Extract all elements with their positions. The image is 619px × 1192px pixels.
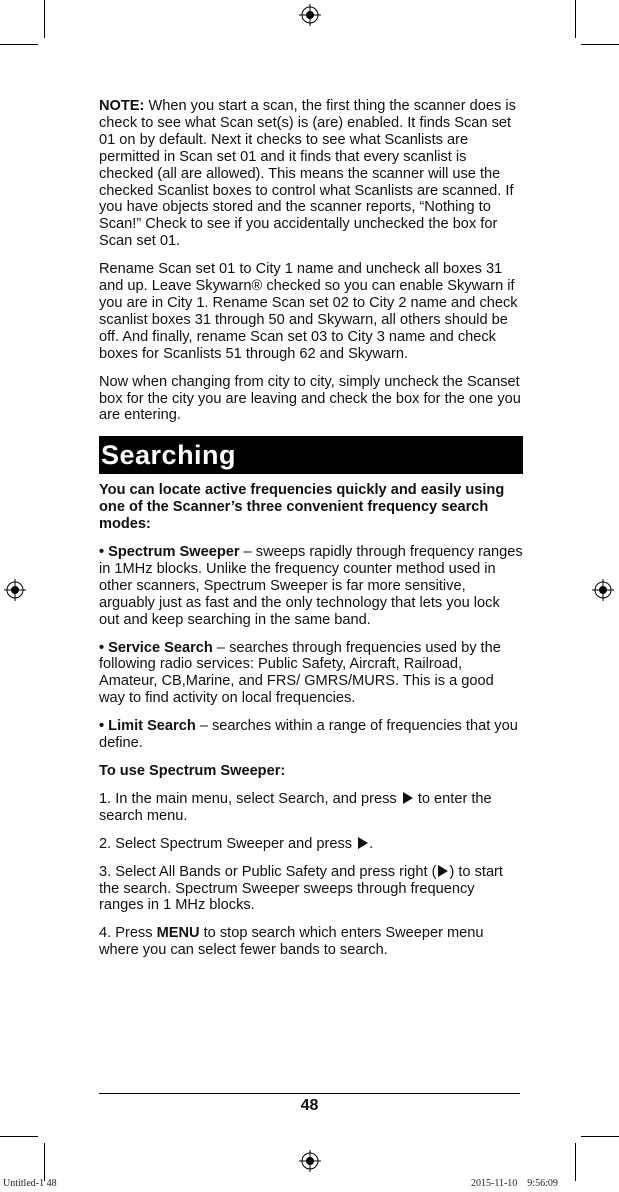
howto-heading: To use Spectrum Sweeper: — [99, 763, 286, 779]
crop-mark — [581, 1136, 619, 1137]
step-4 — [99, 925, 523, 959]
crop-mark — [44, 1143, 45, 1181]
step-text: 1. In the main menu, select Search, and press — [99, 790, 401, 807]
note-paragraph — [99, 98, 523, 250]
note-label: NOTE: — [99, 98, 145, 114]
mode-description: – sweeps rapidly through frequency ranges in 1MHz blocks. Unlike the frequency counter method used in other scanners, Spectrum Sweeper is far more sensitive, arguably just as fast and the only technology that lets you lock out and keep searching in the same band. — [99, 544, 523, 628]
right-arrow-icon — [438, 865, 448, 877]
mode-name: • Limit Search — [99, 718, 196, 735]
mode-limit-search — [99, 718, 523, 752]
registration-mark-icon — [4, 579, 26, 601]
crop-mark — [575, 1143, 576, 1181]
mode-service-search — [99, 640, 523, 708]
page-content — [99, 98, 523, 970]
mode-description: – searches through frequencies used by the following radio services: Public Safety, Aircraft, Railroad, Amateur, CB,Marine, and FRS/ GMRS/MURS. This is a good way to find activity on local frequencies. — [99, 639, 501, 707]
footer-rule — [99, 1093, 520, 1094]
mode-name: • Service Search — [99, 639, 213, 656]
note-text: When you start a scan, the first thing the scanner does is check to see what Scan set(s) is (are) enabled. It finds Scan set 01 on by default. Next it checks to see what Scanlists are permitted in Scan set 01 and it finds that every scanlist is checked (all are allowed). This means the scanner will use the checked Scanlist boxes to control what Scanlists are scanned. If you have objects stored and the scanner reports, “Nothing to Scan!” Check to see if you accidentally unchecked the box for Scan set 01. — [99, 98, 516, 250]
right-arrow-icon — [358, 837, 368, 849]
step-text: ) to start the search. Spectrum Sweeper sweeps through frequency ranges in 1 MHz blocks. — [99, 863, 503, 914]
mode-description: – searches within a range of frequencies that you define. — [99, 718, 518, 752]
registration-mark-icon — [299, 1150, 321, 1172]
registration-mark-icon — [592, 579, 614, 601]
section-title: Searching — [99, 436, 523, 474]
crop-mark — [581, 44, 619, 45]
step-text: to stop search which enters Sweeper menu where you can select fewer bands to search. — [99, 925, 484, 959]
step-text: 2. Select Spectrum Sweeper and press — [99, 835, 357, 852]
step-text: to enter the search menu. — [99, 790, 492, 824]
mode-name: • Spectrum Sweeper — [99, 544, 240, 561]
crop-mark — [44, 0, 45, 38]
step-2 — [99, 836, 523, 853]
crop-mark — [0, 1136, 38, 1137]
step-text: 3. Select All Bands or Public Safety and press right ( — [99, 863, 437, 880]
step-text: . — [369, 835, 374, 852]
step-text: 4. Press — [99, 925, 157, 942]
page-number: 48 — [300, 1097, 319, 1114]
menu-key-label: MENU — [156, 925, 200, 942]
print-slug-file: Untitled-1 48 — [3, 1178, 57, 1189]
registration-mark-icon — [299, 4, 321, 26]
right-arrow-icon — [403, 792, 413, 804]
rename-paragraph: Rename Scan set 01 to City 1 name and uncheck all boxes 31 and up. Leave Skywarn® checked so you can enable Skywarn if you are in City 1. Rename Scan set 02 to City 2 name and check scanlist boxes 31 through 50 and Skywarn, all others should be off. And finally, rename Scan set 03 to City 3 name and check boxes for Scanlists 51 through 62 and Skywarn. — [99, 261, 518, 362]
city-change-paragraph: Now when changing from city to city, simply uncheck the Scanset box for the city you are leaving and check the box for the one you are entering. — [99, 373, 521, 424]
mode-spectrum-sweeper — [99, 544, 523, 629]
step-1 — [99, 791, 523, 825]
search-intro: You can locate active frequencies quickly and easily using one of the Scanner’s three convenient frequency search modes: — [99, 482, 505, 533]
crop-mark — [575, 0, 576, 38]
print-slug-timestamp: 2015-11-10 9:56:09 — [471, 1178, 558, 1189]
step-3 — [99, 864, 523, 915]
crop-mark — [0, 44, 38, 45]
